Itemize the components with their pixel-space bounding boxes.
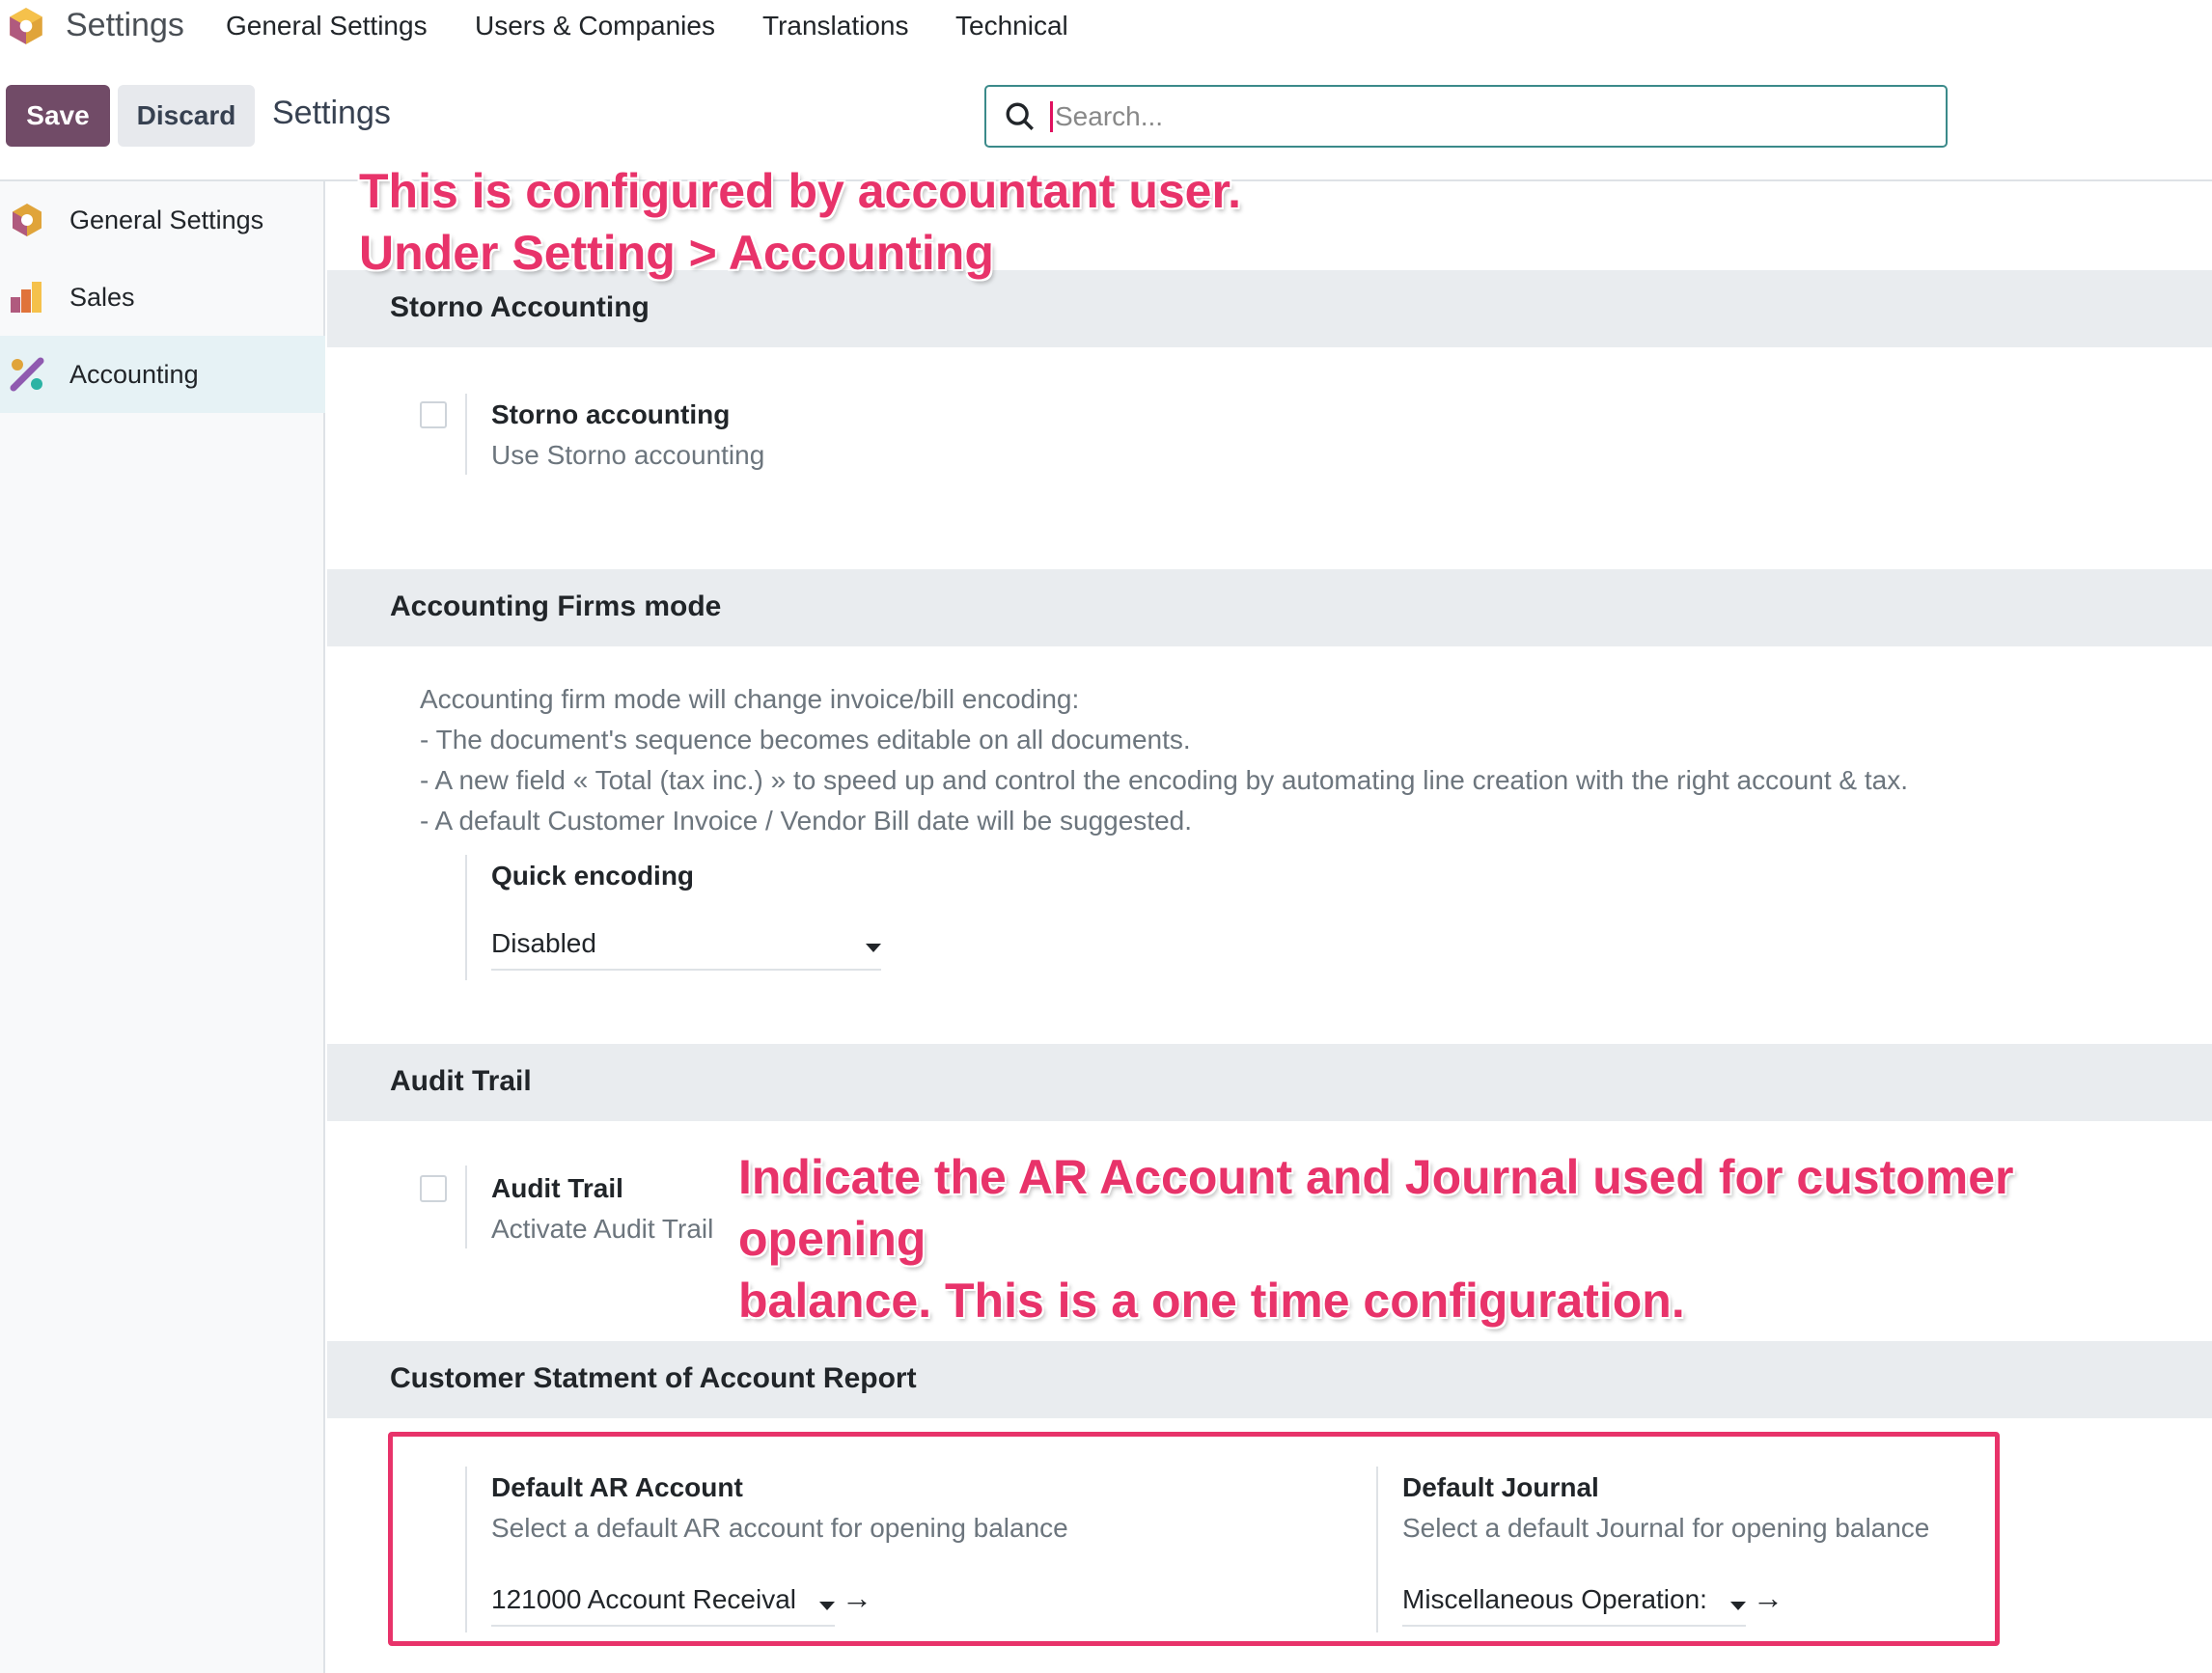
audit-trail-checkbox[interactable] — [420, 1175, 447, 1202]
sales-app-icon — [8, 278, 46, 316]
annotation-middle — [738, 1146, 2212, 1331]
nav-general-settings[interactable]: General Settings — [226, 11, 428, 41]
section-title: Audit Trail — [390, 1065, 532, 1097]
default-journal-label: Default Journal — [1402, 1472, 1599, 1502]
odoo-app-logo-icon[interactable] — [6, 6, 46, 46]
default-ar-account-label: Default AR Account — [491, 1472, 743, 1502]
description-line: Accounting firm mode will change invoice/bill encoding: — [420, 684, 1080, 714]
annotation-line: This is configured by accountant user. — [359, 164, 1242, 218]
quick-encoding-label: Quick encoding — [491, 861, 695, 891]
nav-users-companies[interactable]: Users & Companies — [475, 11, 715, 41]
annotation-line: balance. This is a one time configuration. — [738, 1274, 1685, 1328]
section-title: Customer Statment of Account Report — [390, 1362, 917, 1394]
select-value: Disabled — [491, 928, 596, 958]
sidebar-item-accounting[interactable] — [0, 336, 325, 413]
settings-sidebar — [0, 181, 325, 1673]
storno-checkbox[interactable] — [420, 401, 447, 428]
sidebar-item-sales[interactable] — [0, 259, 325, 336]
description-line: - The document's sequence becomes editable on all documents. — [420, 725, 1191, 754]
firms-mode-description — [420, 679, 1908, 841]
sidebar-item-label: General Settings — [69, 205, 264, 234]
description-line: - A new field « Total (tax inc.) » to speed up and control the encoding by automating line creation with the right account & tax. — [420, 765, 1908, 795]
sidebar-item-label: Sales — [69, 282, 135, 312]
section-title: Storno Accounting — [390, 291, 650, 323]
search-bar[interactable] — [984, 85, 1948, 148]
save-button[interactable]: Save — [6, 85, 110, 147]
annotation-highlight-box — [388, 1432, 2000, 1646]
search-icon — [1004, 100, 1037, 133]
sidebar-item-general-settings[interactable] — [0, 181, 325, 259]
setting-divider — [465, 1166, 467, 1248]
discard-button[interactable]: Discard — [118, 85, 255, 147]
setting-divider — [465, 394, 467, 475]
setting-description: Select a default Journal for opening balance — [1402, 1513, 1930, 1543]
setting-label: Audit Trail — [491, 1173, 623, 1203]
select-value: Miscellaneous Operation: — [1402, 1584, 1707, 1614]
select-value: 121000 Account Receival — [491, 1584, 796, 1614]
setting-description: Use Storno accounting — [491, 440, 765, 470]
setting-divider — [465, 855, 467, 980]
quick-encoding-select[interactable] — [491, 928, 881, 971]
chevron-down-icon — [866, 944, 881, 952]
accounting-app-icon — [8, 355, 46, 394]
section-title: Accounting Firms mode — [390, 590, 722, 622]
setting-label: Storno accounting — [491, 399, 731, 429]
internal-link-arrow-icon[interactable]: → — [1753, 1580, 1783, 1615]
section-header-audit — [327, 1044, 2212, 1121]
top-navbar — [0, 0, 2212, 52]
annotation-top — [359, 160, 1241, 284]
internal-link-arrow-icon[interactable]: → — [842, 1580, 872, 1615]
section-header-firms — [327, 569, 2212, 646]
setting-description: Select a default AR account for opening balance — [491, 1513, 1068, 1543]
breadcrumb: Settings — [272, 95, 391, 131]
search-input[interactable] — [1050, 101, 1919, 132]
sidebar-item-label: Accounting — [69, 359, 199, 389]
app-title[interactable]: Settings — [66, 7, 184, 43]
description-line: - A default Customer Invoice / Vendor Bill date will be suggested. — [420, 806, 1193, 836]
nav-technical[interactable]: Technical — [955, 11, 1068, 41]
annotation-line: Under Setting > Accounting — [359, 226, 994, 280]
settings-app-icon — [8, 201, 46, 239]
nav-translations[interactable]: Translations — [762, 11, 909, 41]
section-header-statement — [327, 1341, 2212, 1418]
setting-description: Activate Audit Trail — [491, 1214, 714, 1244]
annotation-line: Indicate the AR Account and Journal used for customer opening — [738, 1150, 2014, 1266]
